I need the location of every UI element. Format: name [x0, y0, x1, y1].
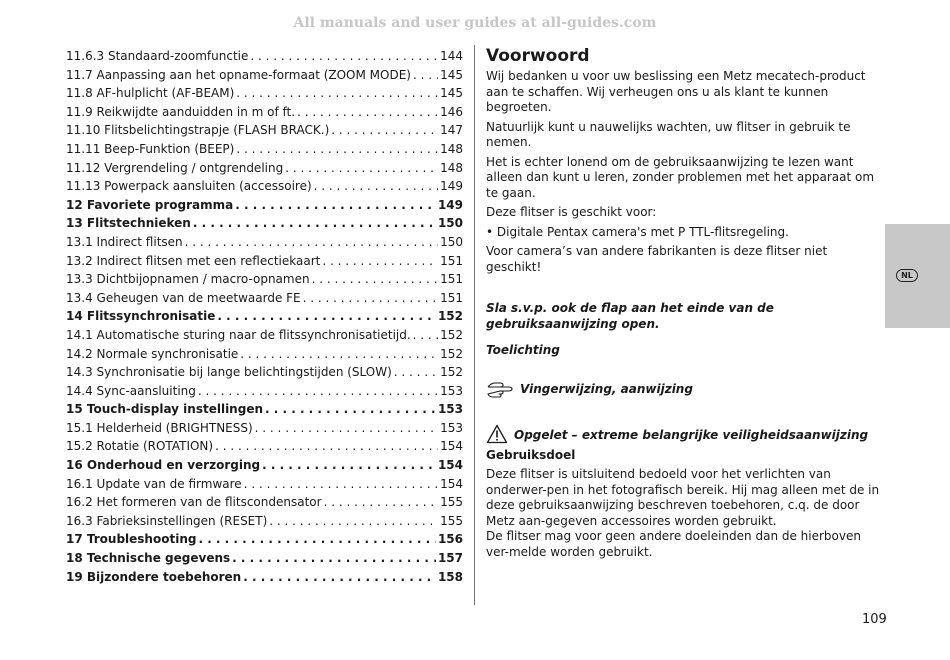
toc-leader-dots	[215, 437, 438, 456]
toc-entry-page: 153	[440, 383, 463, 398]
toc-leader-dots	[269, 512, 438, 531]
toc-entry-page: 157	[437, 551, 463, 566]
toc-entry-title: 13.4 Geheugen van de meetwaarde FE	[66, 290, 301, 305]
toc-entry	[66, 47, 463, 66]
warning-legend-label: Opgelet – extreme belangrijke veiligheidsaanwijzing	[514, 428, 869, 442]
toc-leader-dots	[198, 530, 435, 549]
foreword-heading: Voorwoord	[486, 46, 590, 66]
toc-entry-title: 11.11 Beep-Funktion (BEEP)	[66, 141, 235, 156]
toc-leader-dots	[232, 549, 436, 568]
toc-entry-page: 148	[440, 141, 463, 156]
toc-entry-page: 153	[437, 402, 463, 417]
toc-leader-dots	[236, 140, 438, 159]
toc-entry-page: 158	[437, 569, 463, 584]
toc-leader-dots	[394, 363, 438, 382]
toc-leader-dots	[235, 196, 436, 215]
toc-entry-title: 11.12 Vergrendeling / ontgrendeling	[66, 160, 284, 175]
toc-entry-page: 156	[437, 532, 463, 547]
toc-entry-title: 11.7 Aanpassing aan het opname-formaat (ZOOM MODE)	[66, 67, 411, 82]
foreword-paragraph: Natuurlijk kunt u nauwelijks wachten, uw flitser in gebruik te nemen.	[486, 119, 851, 149]
toc-entry	[66, 214, 463, 233]
toc-entry	[66, 549, 463, 568]
toc-entry-title: 16.1 Update van de firmware	[66, 476, 242, 491]
toc-entry-page: 151	[440, 290, 463, 305]
toc-entry	[66, 382, 463, 401]
toc-entry	[66, 140, 463, 159]
toc-entry-page: 151	[440, 272, 463, 287]
toc-leader-dots	[250, 47, 438, 66]
toc-entry-title: 14.4 Sync-aansluiting	[66, 383, 196, 398]
toc-leader-dots	[303, 289, 438, 308]
usage-paragraph: Deze flitser is uitsluitend bedoeld voor het verlichten van onderwer-pen in het fotografisch bereik. Hij mag alleen met de in deze gebruiksaanwijzing beschreven toebehoren, c.q. de door Metz aan-gegeven accessoires worden gebruikt.	[486, 467, 880, 528]
toc-entry	[66, 456, 463, 475]
toc-entry-page: 144	[440, 49, 463, 63]
toc-entry-page: 145	[440, 86, 463, 101]
foreword-paragraph: Voor camera’s van andere fabrikanten is deze flitser niet geschikt!	[486, 244, 828, 274]
toc-entry-page: 153	[440, 420, 463, 435]
column-divider	[474, 45, 475, 605]
toc-entry	[66, 66, 463, 85]
toc-entry-title: 11.9 Reikwijdte aanduidden in m of ft.	[66, 104, 296, 119]
toc-entry-title: 13.2 Indirect flitsen met een reflectiekaart	[66, 253, 321, 268]
toc-entry-title: 14.3 Synchronisatie bij lange belichtingstijden (SLOW)	[66, 365, 392, 380]
legend-heading: Toelichting	[486, 343, 560, 357]
toc-leader-dots	[262, 456, 436, 475]
toc-entry	[66, 363, 463, 382]
toc-entry-title: 11.10 Flitsbelichtingstrapje (FLASH BRACK.)	[66, 123, 330, 138]
hand-legend-label: Vingerwijzing, aanwijzing	[520, 382, 693, 396]
toc-leader-dots	[236, 84, 438, 103]
toc-entry	[66, 493, 463, 512]
foreword-paragraph: Het is echter lonend om de gebruiksaanwijzing te lezen want alleen dan kunt u leren, zonder problemen met het apparaat om te gaan.	[486, 154, 875, 200]
foreword-paragraph: Wij bedanken u voor uw beslissing een Metz mecatech-product aan te schaffen. Wij verheugen ons u als klant te kunnen begroeten.	[486, 69, 866, 114]
toc-leader-dots	[413, 326, 438, 345]
toc-entry-title: 13.1 Indirect flitsen	[66, 234, 183, 249]
toc-entry-title: 11.8 AF-hulplicht (AF-BEAM)	[66, 86, 235, 101]
toc-entry	[66, 177, 463, 196]
foreword-paragraph: Deze flitser is geschikt voor:	[486, 205, 657, 219]
toc-entry-title: 11.13 Powerpack aansluiten (accessoire)	[66, 179, 312, 194]
toc-entry-page: 152	[440, 365, 463, 380]
toc-entry	[66, 252, 463, 271]
toc-leader-dots	[322, 252, 438, 271]
toc-leader-dots	[297, 103, 438, 122]
flap-note: Sla s.v.p. ook de flap aan het einde van de gebruiksaanwijzing open.	[486, 301, 774, 331]
toc-entry-title: 14 Flitssynchronisatie	[66, 309, 216, 324]
toc-entry	[66, 307, 463, 326]
toc-entry	[66, 326, 463, 345]
toc-entry-title: 12 Favoriete programma	[66, 197, 234, 212]
toc-entry	[66, 233, 463, 252]
toc-entry	[66, 270, 463, 289]
toc-entry-title: 13.3 Dichtbijopnamen / macro-opnamen	[66, 272, 310, 287]
toc-entry	[66, 568, 463, 587]
toc-entry-title: 15.1 Helderheid (BRIGHTNESS)	[66, 420, 253, 435]
toc-entry	[66, 289, 463, 308]
toc-entry-page: 149	[437, 197, 463, 212]
toc-entry-page: 148	[440, 160, 463, 175]
toc-entry-title: 14.1 Automatische sturing naar de flitssynchronisatietijd.	[66, 327, 411, 342]
toc-leader-dots	[265, 400, 436, 419]
warning-triangle-icon	[486, 424, 508, 444]
usage-heading: Gebruiksdoel	[486, 447, 576, 462]
toc-entry	[66, 345, 463, 364]
toc-leader-dots	[244, 475, 438, 494]
pointing-hand-icon	[486, 380, 514, 398]
toc-entry-page: 155	[440, 495, 463, 510]
toc-leader-dots	[185, 233, 438, 252]
toc-entry	[66, 437, 463, 456]
toc-leader-dots	[243, 568, 436, 587]
toc-entry-page: 149	[440, 179, 463, 194]
toc-entry-page: 152	[440, 346, 463, 361]
toc-entry	[66, 196, 463, 215]
toc-leader-dots	[314, 177, 438, 196]
language-badge: NL	[896, 269, 918, 282]
toc-entry-page: 155	[440, 513, 463, 528]
warning-legend	[486, 424, 880, 444]
toc-entry-page: 145	[440, 67, 463, 82]
toc-entry	[66, 530, 463, 549]
toc-entry-title: 18 Technische gegevens	[66, 551, 231, 566]
hand-legend	[486, 380, 880, 398]
toc-leader-dots	[240, 345, 438, 364]
toc-entry-page: 147	[440, 123, 463, 138]
foreword-column	[486, 46, 880, 560]
toc-entry-page: 150	[437, 216, 463, 231]
toc-entry	[66, 419, 463, 438]
compatibility-item: • Digitale Pentax camera's met P TTL-flitsregeling.	[486, 224, 789, 239]
toc-entry-page: 154	[440, 476, 463, 491]
usage-paragraph: De flitser mag voor geen andere doeleinden dan de hierboven ver-melde worden gebruikt.	[486, 529, 861, 559]
toc-leader-dots	[331, 121, 438, 140]
toc-leader-dots	[217, 307, 436, 326]
toc-entry	[66, 400, 463, 419]
toc-leader-dots	[255, 419, 438, 438]
toc-entry-title: 16.3 Fabrieksinstellingen (RESET)	[66, 513, 268, 528]
toc-entry-title: 13 Flitstechnieken	[66, 216, 191, 231]
toc-entry	[66, 121, 463, 140]
toc-entry-page: 150	[440, 234, 463, 249]
watermark: All manuals and user guides at all-guides.com	[293, 15, 657, 31]
toc-entry-title: 14.2 Normale synchronisatie	[66, 346, 239, 361]
toc-entry-title: 19 Bijzondere toebehoren	[66, 569, 242, 584]
table-of-contents	[66, 47, 463, 586]
toc-entry-page: 146	[440, 104, 463, 119]
toc-entry-page: 154	[440, 439, 463, 454]
toc-entry-title: 16.2 Het formeren van de flitscondensator	[66, 495, 322, 510]
toc-entry	[66, 475, 463, 494]
toc-leader-dots	[324, 493, 439, 512]
toc-entry-page: 152	[437, 309, 463, 324]
toc-entry-title: 11.6.3 Standaard-zoomfunctie	[66, 49, 249, 63]
toc-entry-page: 152	[440, 327, 463, 342]
toc-leader-dots	[312, 270, 439, 289]
toc-entry	[66, 84, 463, 103]
toc-entry-title: 15.2 Rotatie (ROTATION)	[66, 439, 214, 454]
toc-leader-dots	[198, 382, 438, 401]
toc-entry-title: 15 Touch-display instellingen	[66, 402, 263, 417]
toc-entry	[66, 103, 463, 122]
language-tab	[885, 224, 950, 328]
toc-entry	[66, 159, 463, 178]
toc-entry-title: 17 Troubleshooting	[66, 532, 197, 547]
toc-leader-dots	[285, 159, 438, 178]
toc-entry	[66, 512, 463, 531]
toc-leader-dots	[193, 214, 436, 233]
toc-entry-page: 151	[440, 253, 463, 268]
page-number: 109	[862, 612, 887, 627]
toc-leader-dots	[413, 66, 438, 85]
toc-entry-title: 16 Onderhoud en verzorging	[66, 458, 261, 473]
toc-entry-page: 154	[437, 458, 463, 473]
